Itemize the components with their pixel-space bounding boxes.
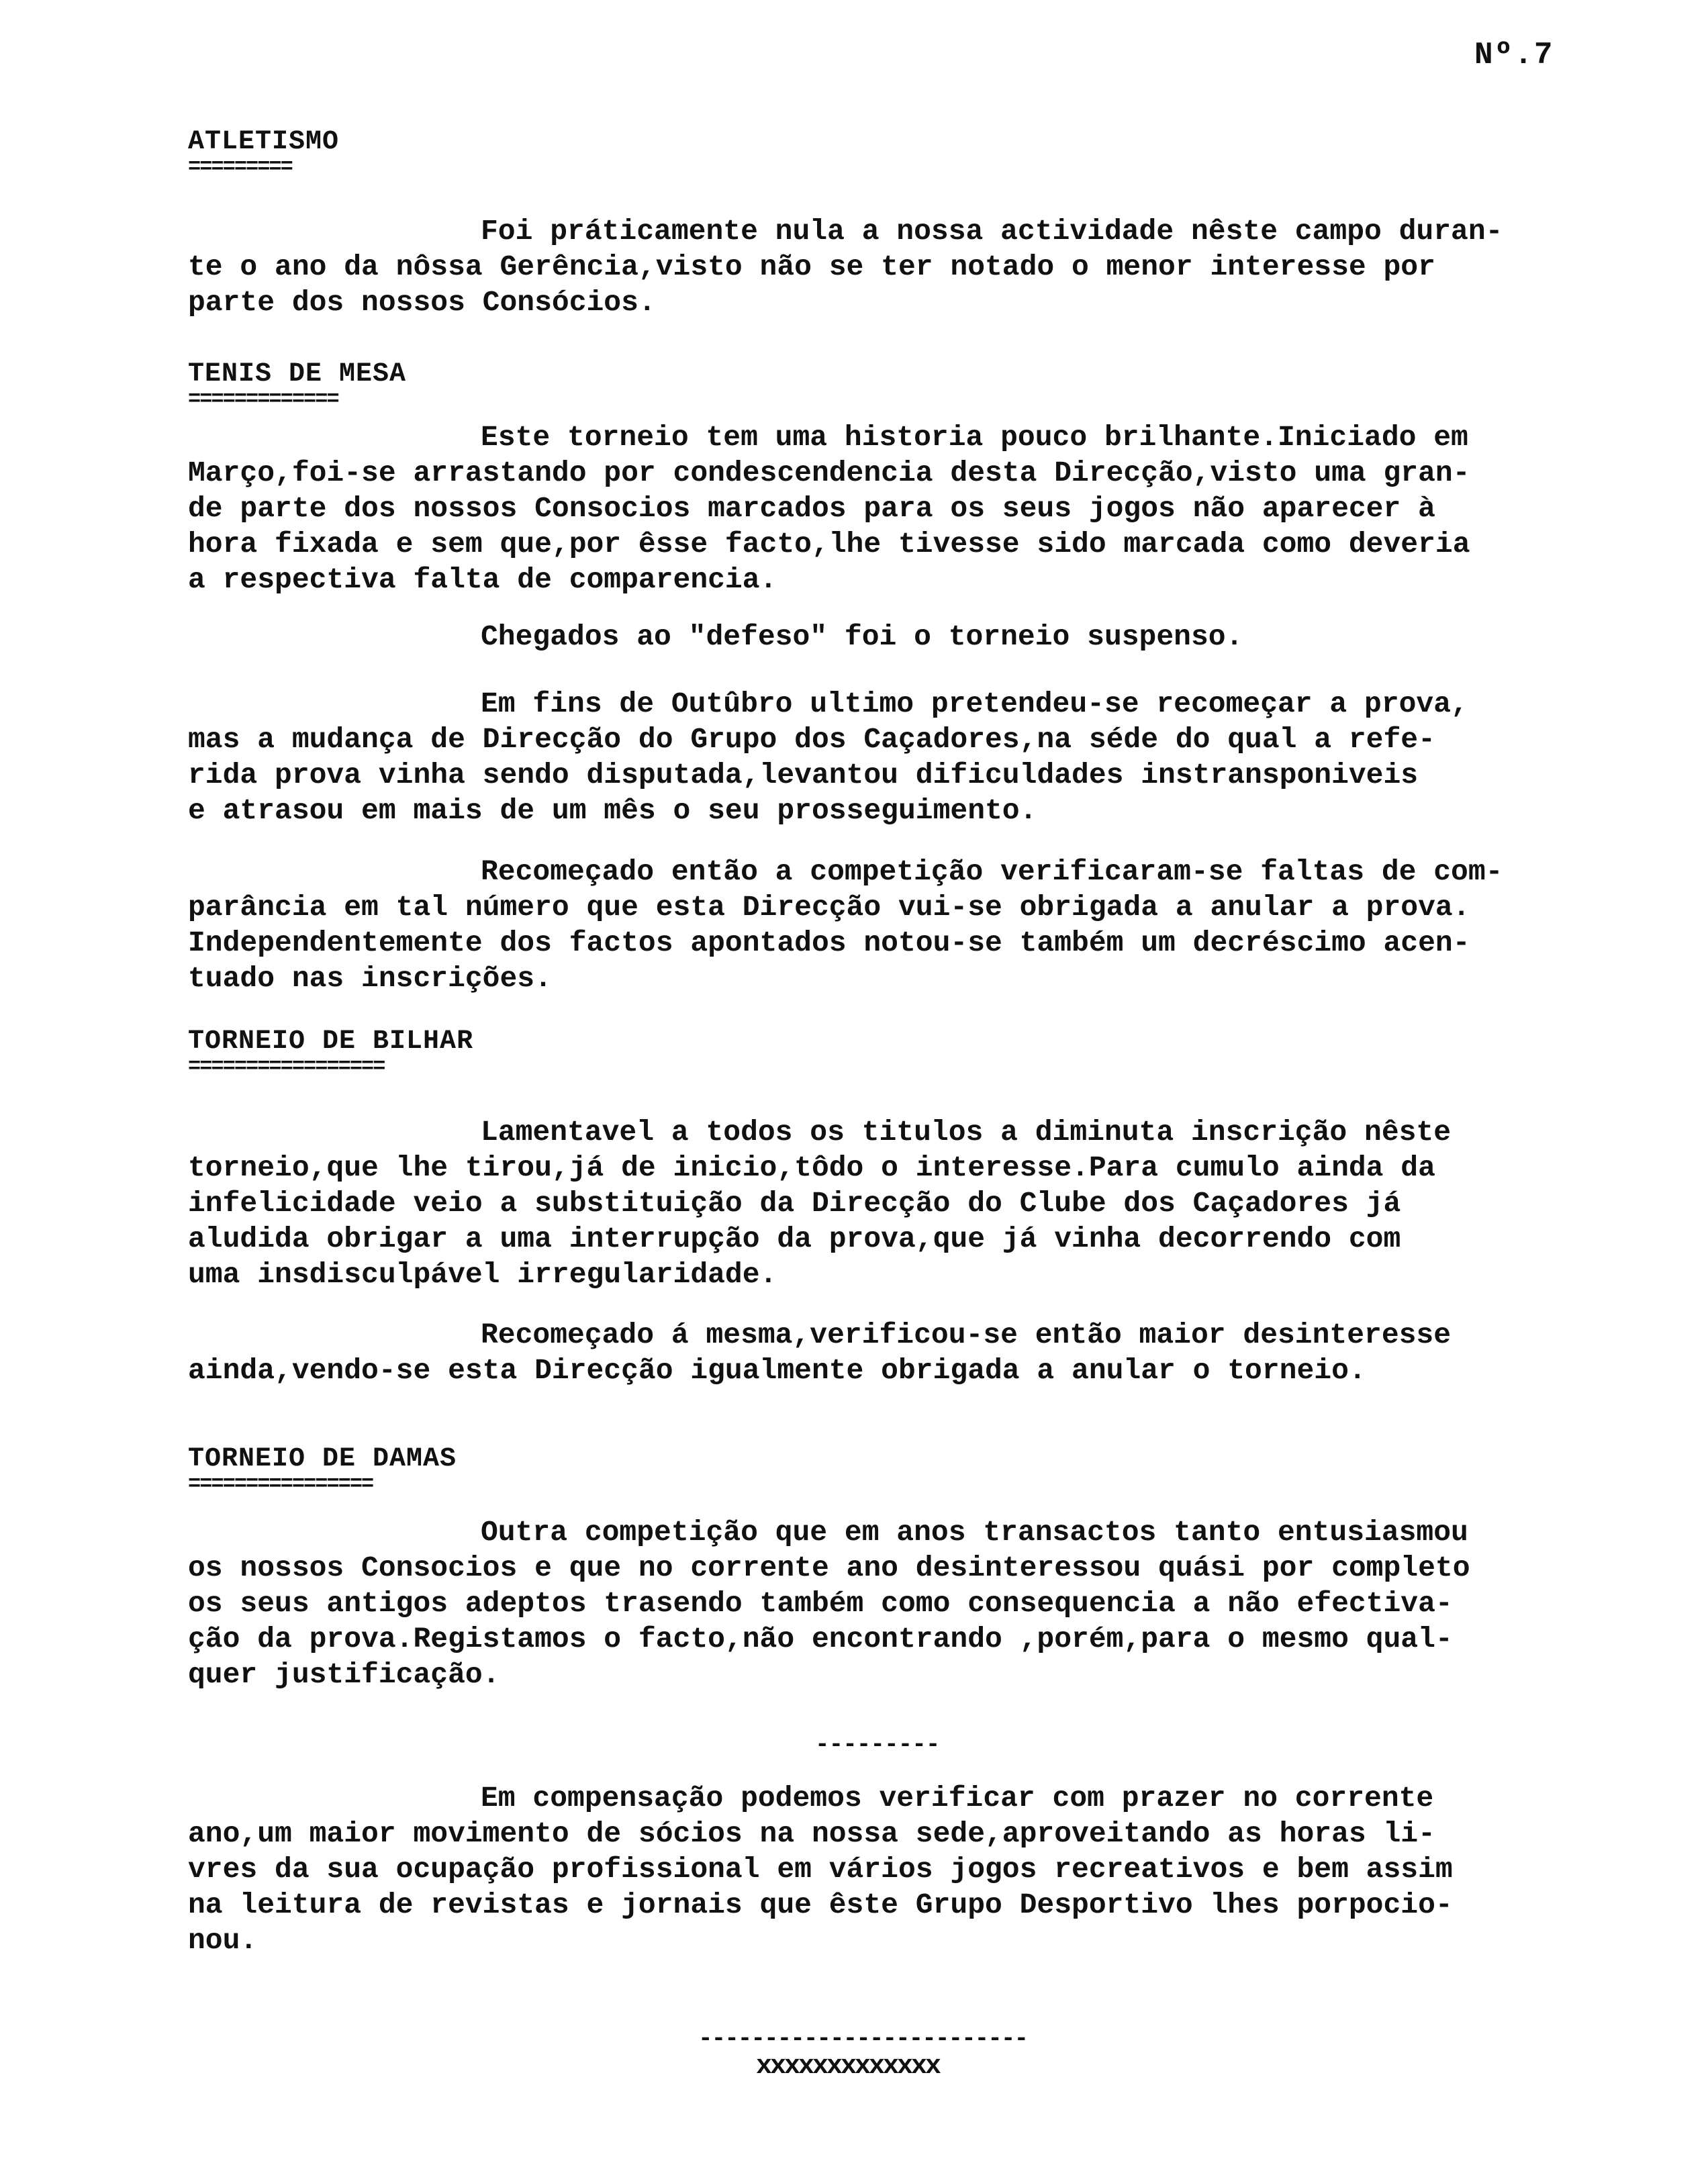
heading-text: TENIS DE MESA bbox=[188, 359, 407, 389]
paragraph-tenis-3 bbox=[188, 686, 1665, 828]
heading-underline: ================ bbox=[188, 1472, 373, 1496]
paragraph-text: Em fins de Outûbro ultimo pretendeu-se recomeçar a prova, mas a mudança de Direcção do Grupo dos Caçadores,na séde do qual a refe- rida prova vinha sendo disputada,levantou dificuldades instransponiveis e atrasou em mais de um mês o seu prosseguimento. bbox=[188, 687, 1468, 827]
page-number: Nº.7 bbox=[1474, 38, 1554, 73]
paragraph-text: Em compensação podemos verificar com prazer no corrente ano,um maior movimento de sócios na nossa sede,aproveitando as horas li- vres da sua ocupação profissional em vários jogos recreativos e bem assim na leitura de revistas e jornais que êste Grupo Desportivo lhes porpocio- nou. bbox=[188, 1782, 1453, 1957]
paragraph-atletismo bbox=[188, 213, 1665, 320]
section-separator: --------- bbox=[815, 1731, 940, 1758]
paragraph-text: Chegados ao "defeso" foi o torneio suspenso. bbox=[481, 620, 1243, 653]
heading-text: TORNEIO DE DAMAS bbox=[188, 1444, 457, 1474]
section-heading-torneio-de-bilhar bbox=[188, 1027, 473, 1077]
closing-paragraph bbox=[188, 1780, 1665, 1958]
heading-underline: ========= bbox=[188, 154, 292, 179]
footer-mark: xxxxxxxxxxxxx bbox=[756, 2052, 940, 2082]
paragraph-bilhar-2 bbox=[188, 1317, 1665, 1388]
paragraph-text: Lamentavel a todos os titulos a diminuta inscrição nêste torneio,que lhe tirou,já de inicio,tôdo o interesse.Para cumulo ainda da infelicidade veio a substituição da Direcção do Clube dos Caçadores já aludida obrigar a uma interrupção da prova,que já vinha decorrendo com uma insdisculpável irregularidade. bbox=[188, 1116, 1452, 1291]
heading-underline: ============= bbox=[188, 387, 338, 412]
paragraph-tenis-2 bbox=[188, 619, 1665, 655]
paragraph-text: Este torneio tem uma historia pouco brilhante.Iniciado em Março,foi-se arrastando por condescendencia desta Direcção,visto uma gran- de parte dos nossos Consocios marcados para os seus jogos não aparecer à hora fixada e sem que,por êsse facto,lhe tivesse sido marcada como deveria a respectiva falta de comparencia. bbox=[188, 421, 1470, 596]
paragraph-tenis-1 bbox=[188, 420, 1665, 597]
section-heading-torneio-de-damas bbox=[188, 1445, 457, 1494]
paragraph-text: Outra competição que em anos transactos tanto entusiasmou os nossos Consocios e que no corrente ano desinteressou quási por completo os seus antigos adeptos trasendo também como consequencia a não efectiva- ção da prova.Registamos o facto,não encontrando ,porém,para o mesmo qual- quer justificação. bbox=[188, 1516, 1470, 1691]
paragraph-tenis-4 bbox=[188, 854, 1665, 996]
paragraph-damas bbox=[188, 1515, 1665, 1692]
paragraph-text: Recomeçado á mesma,verificou-se então maior desinteresse ainda,vendo-se esta Direcção igualmente obrigada a anular o torneio. bbox=[188, 1318, 1452, 1387]
heading-text: ATLETISMO bbox=[188, 127, 340, 157]
paragraph-bilhar-1 bbox=[188, 1114, 1665, 1292]
footer-line: ------------------------- bbox=[698, 2025, 1028, 2052]
section-heading-atletismo bbox=[188, 128, 339, 177]
heading-text: TORNEIO DE BILHAR bbox=[188, 1026, 474, 1057]
paragraph-text: Recomeçado então a competição verificaram-se faltas de com- parância em tal número que esta Direcção vui-se obrigada a anular a prova. Independentemente dos factos apontados notou-se também um decréscimo acen- tuado nas inscrições. bbox=[188, 855, 1503, 995]
heading-underline: ================= bbox=[188, 1054, 385, 1079]
section-heading-tenis-de-mesa bbox=[188, 360, 406, 410]
paragraph-text: Foi práticamente nula a nossa actividade nêste campo duran- te o ano da nôssa Gerência,visto não se ter notado o menor interesse por parte dos nossos Consócios. bbox=[188, 215, 1503, 319]
